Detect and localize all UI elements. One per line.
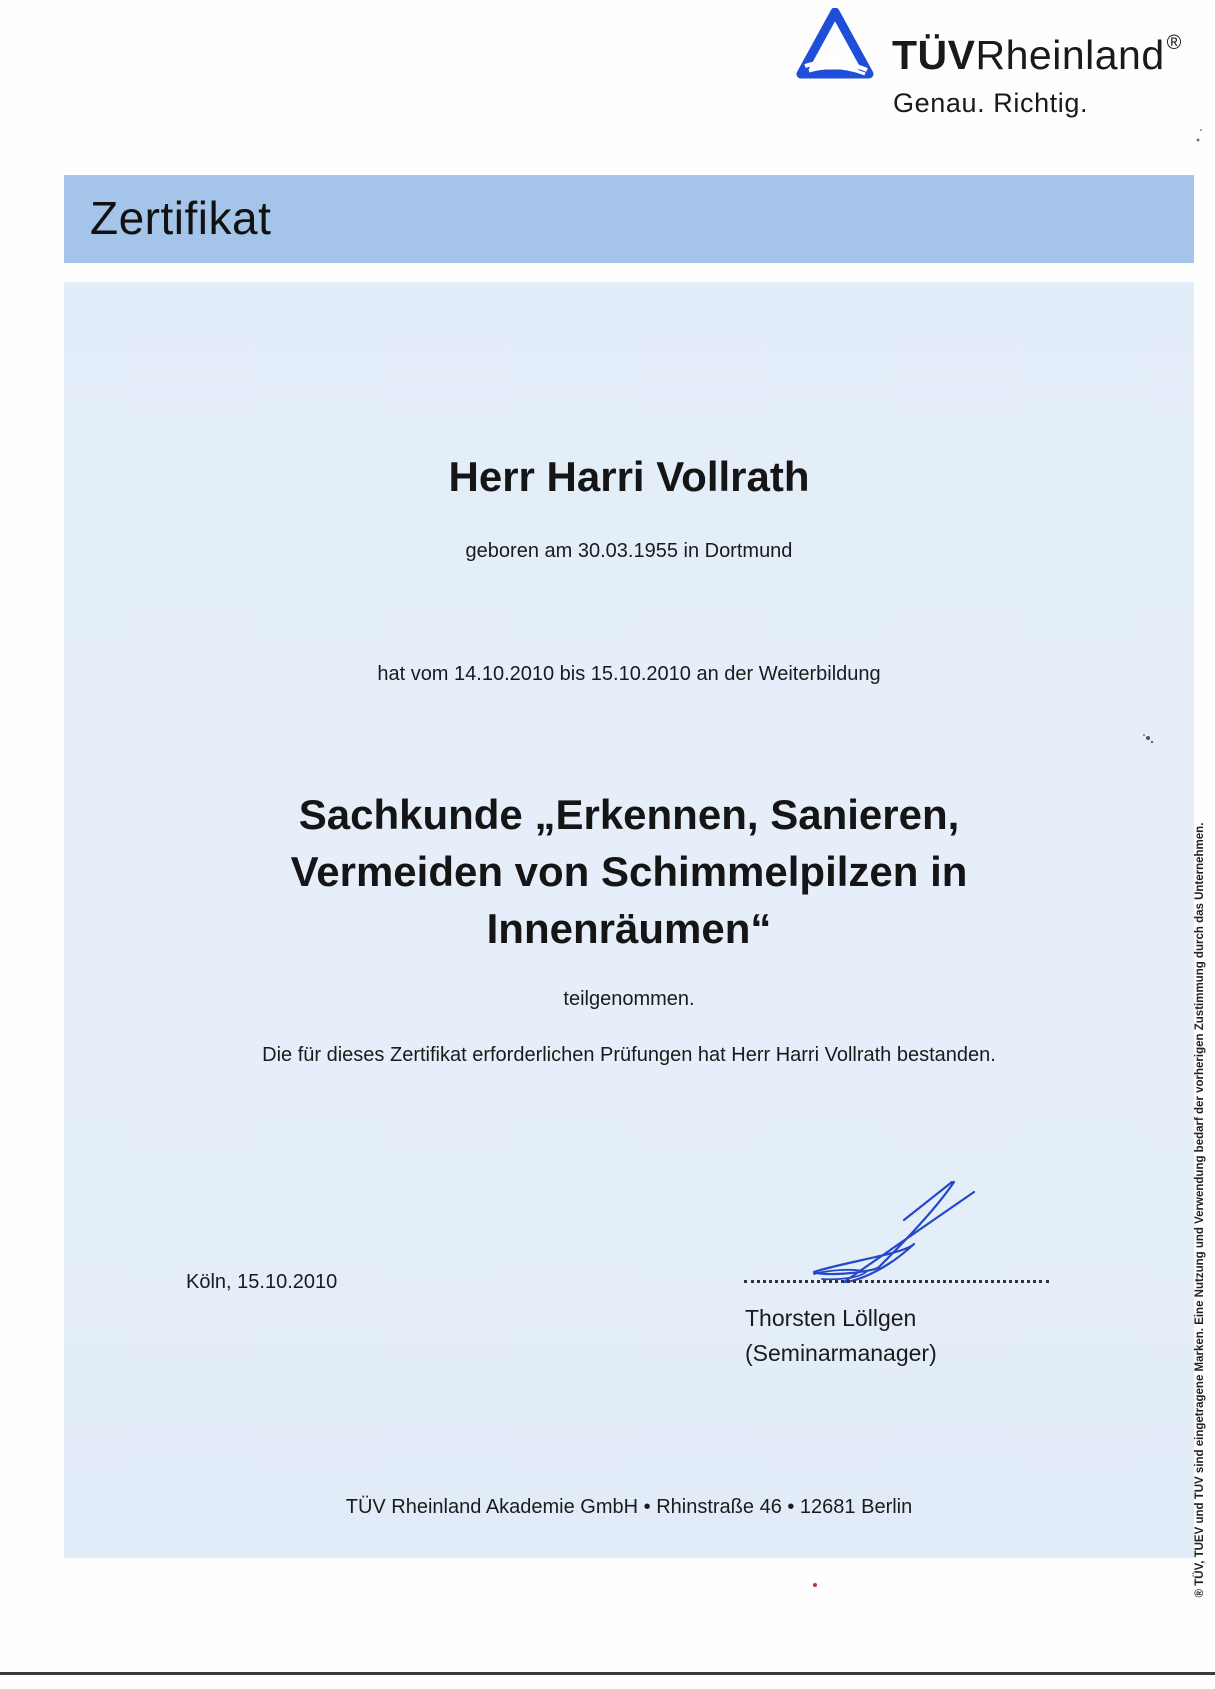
exam-statement: Die für dieses Zertifikat erforderlichen Prüfungen hat Herr Harri Vollrath bestanden. xyxy=(262,1044,996,1066)
trademark-note-container xyxy=(1188,822,1212,1598)
trademark-note: ® TÜV, TUEV und TUV sind eingetragene Marken. Eine Nutzung und Verwendung bedarf der vorherigen Zustimmung durch das Unternehmen. xyxy=(1194,822,1206,1598)
course-title-line: Sachkunde „Erkennen, Sanieren, xyxy=(298,791,960,838)
footer-address: TÜV Rheinland Akademie GmbH • Rhinstraße 46 • 12681 Berlin xyxy=(345,1496,913,1518)
recipient-name: Herr Harri Vollrath xyxy=(448,453,810,500)
page-edge xyxy=(0,1672,1215,1675)
birth-info: geboren am 30.03.1955 in Dortmund xyxy=(465,540,793,562)
page-title: Zertifikat xyxy=(90,192,272,244)
logo-claim: Genau. Richtig. xyxy=(893,88,1089,118)
place-date: Köln, 15.10.2010 xyxy=(186,1271,338,1293)
certificate-panel xyxy=(64,282,1194,1558)
signature-line xyxy=(744,1280,1049,1283)
course-title-line: Vermeiden von Schimmelpilzen in xyxy=(290,848,968,895)
logo-brand-bold: TÜV xyxy=(892,32,976,78)
participated-text: teilgenommen. xyxy=(563,988,695,1010)
logo-brand-regular: Rheinland xyxy=(975,32,1165,78)
signer-name: Thorsten Löllgen xyxy=(745,1305,917,1331)
handwritten-signature xyxy=(784,1182,1054,1322)
registered-mark: ® xyxy=(1166,32,1182,54)
course-title xyxy=(64,786,1194,957)
course-period: hat vom 14.10.2010 bis 15.10.2010 an der Weiterbildung xyxy=(377,663,881,685)
logo-brand-text xyxy=(892,32,1182,79)
tuv-rheinland-logo xyxy=(795,8,1195,118)
course-title-line: Innenräumen“ xyxy=(486,905,772,952)
header-band xyxy=(64,175,1194,263)
signer-role: (Seminarmanager) xyxy=(745,1340,937,1366)
tuv-triangle-icon xyxy=(795,8,875,80)
